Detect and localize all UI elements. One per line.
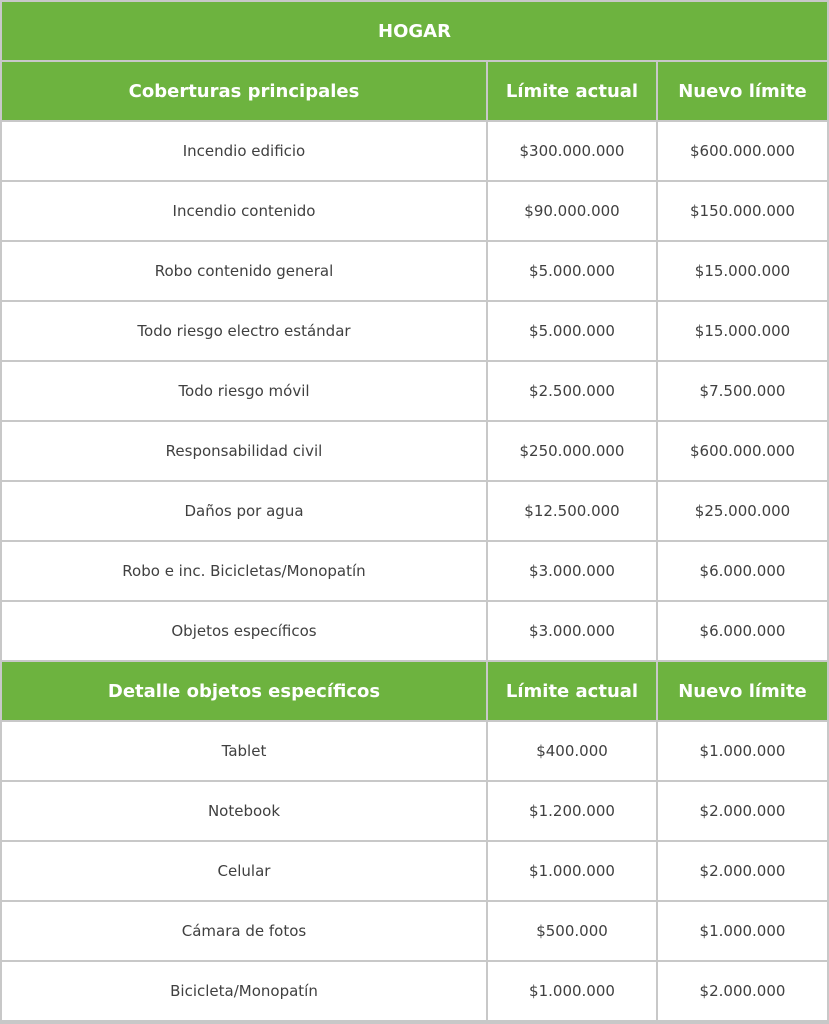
coverage-name-cell: Incendio edificio [2,122,486,180]
current-limit-cell: $1.000.000 [488,842,656,900]
coverage-name-cell: Cámara de fotos [2,902,486,960]
table-row [2,842,827,900]
coverage-name-cell: Responsabilidad civil [2,422,486,480]
new-limit-cell: $6.000.000 [658,542,827,600]
new-limit-cell: $2.000.000 [658,782,827,840]
table-row [2,362,827,420]
new-limit-cell: $150.000.000 [658,182,827,240]
new-limit-cell: $6.000.000 [658,602,827,660]
coverage-name-cell: Todo riesgo electro estándar [2,302,486,360]
current-limit-cell: $5.000.000 [488,302,656,360]
new-limit-cell: $25.000.000 [658,482,827,540]
new-limit-cell: $1.000.000 [658,902,827,960]
coverage-name-cell: Robo contenido general [2,242,486,300]
table-row [2,962,827,1020]
table-row [2,542,827,600]
new-limit-cell: $600.000.000 [658,422,827,480]
coverage-name-cell: Bicicleta/Monopatín [2,962,486,1020]
current-limit-cell: $3.000.000 [488,542,656,600]
column-header: Nuevo límite [658,662,827,720]
new-limit-cell: $7.500.000 [658,362,827,420]
current-limit-cell: $1.000.000 [488,962,656,1020]
table-row [2,122,827,180]
current-limit-cell: $300.000.000 [488,122,656,180]
current-limit-cell: $90.000.000 [488,182,656,240]
table-row [2,182,827,240]
column-header: Límite actual [488,662,656,720]
coverage-name-cell: Celular [2,842,486,900]
table-row [2,602,827,660]
new-limit-cell: $2.000.000 [658,842,827,900]
new-limit-cell: $1.000.000 [658,722,827,780]
column-header: Límite actual [488,62,656,120]
table-row [2,722,827,780]
coverage-name-cell: Robo e inc. Bicicletas/Monopatín [2,542,486,600]
current-limit-cell: $250.000.000 [488,422,656,480]
current-limit-cell: $2.500.000 [488,362,656,420]
table-row [2,422,827,480]
coverage-name-cell: Tablet [2,722,486,780]
current-limit-cell: $1.200.000 [488,782,656,840]
new-limit-cell: $15.000.000 [658,242,827,300]
current-limit-cell: $12.500.000 [488,482,656,540]
current-limit-cell: $400.000 [488,722,656,780]
current-limit-cell: $3.000.000 [488,602,656,660]
table-row [2,302,827,360]
column-header: Coberturas principales [2,62,486,120]
table-row [2,242,827,300]
objects-header-row [2,662,827,720]
table-title: HOGAR [2,2,827,60]
coverage-name-cell: Daños por agua [2,482,486,540]
coverage-name-cell: Notebook [2,782,486,840]
current-limit-cell: $5.000.000 [488,242,656,300]
new-limit-cell: $15.000.000 [658,302,827,360]
table-row [2,482,827,540]
new-limit-cell: $600.000.000 [658,122,827,180]
current-limit-cell: $500.000 [488,902,656,960]
coverage-name-cell: Incendio contenido [2,182,486,240]
table-row [2,902,827,960]
table-title-row [2,2,827,60]
new-limit-cell: $2.000.000 [658,962,827,1020]
coverage-name-cell: Todo riesgo móvil [2,362,486,420]
table-row [2,782,827,840]
coverage-name-cell: Objetos específicos [2,602,486,660]
column-header: Detalle objetos específicos [2,662,486,720]
coverage-header-row [2,62,827,120]
column-header: Nuevo límite [658,62,827,120]
